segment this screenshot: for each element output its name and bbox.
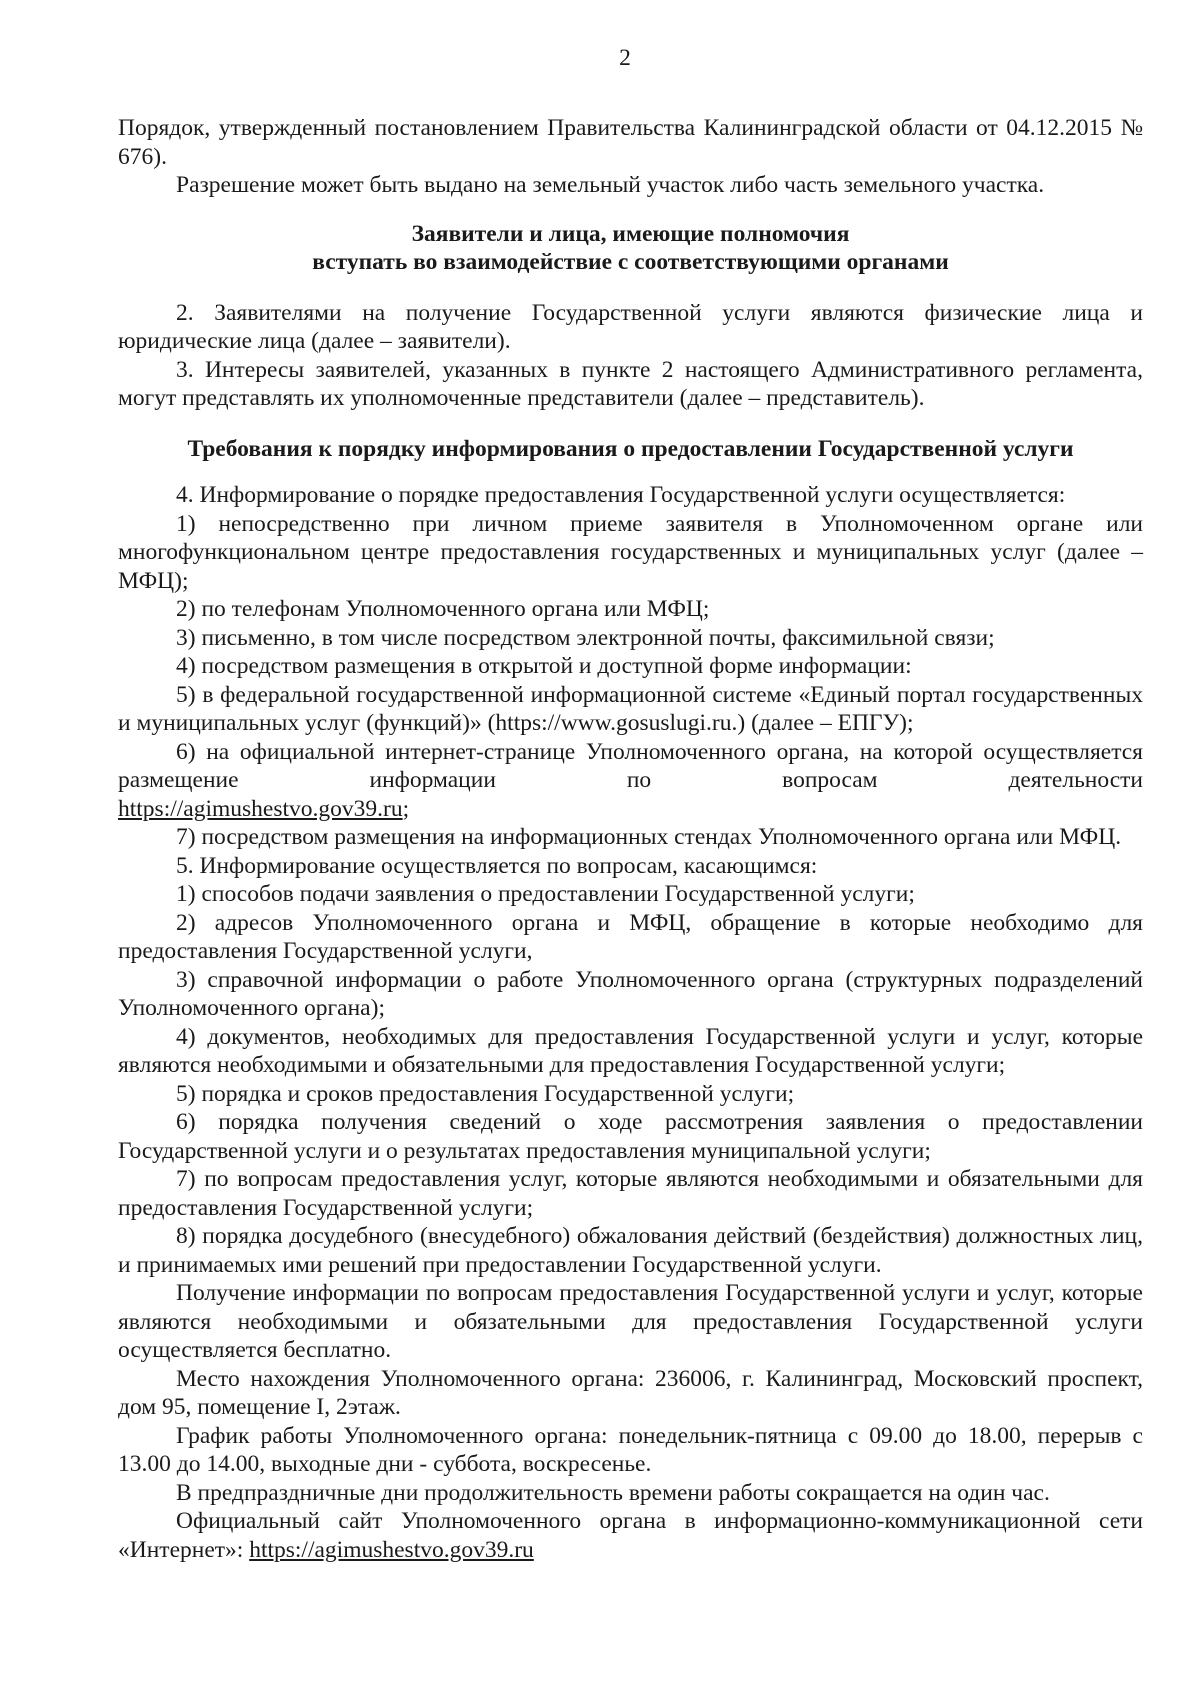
paragraph: Место нахождения Уполномоченного органа: 236006, г. Калининград, Московский проспект, дом 95, помещение I, 2этаж.: [118, 1365, 1143, 1420]
paragraph: График работы Уполномоченного органа: понедельник-пятница с 09.00 до 18.00, перерыв с 13.00 до 14.00, выходные дни - суббота, воскресенье.: [118, 1422, 1143, 1477]
paragraph: 3. Интересы заявителей, указанных в пункте 2 настоящего Административного регламента, могут представлять их уполномоченные представители (далее – представитель).: [118, 356, 1143, 411]
section-heading-informing: Требования к порядку информирования о предоставлении Государственной услуги: [187, 435, 1074, 462]
paragraph: 8) порядка досудебного (внесудебного) обжалования действий (бездействия) должностных лиц, и принимаемых ими решений при предоставлении Государственной услуги.: [118, 1223, 1143, 1278]
paragraph: 6) порядка получения сведений о ходе рассмотрения заявления о предоставлении Государственной услуги и о результатах предоставления муниципальной услуги;: [118, 1109, 1143, 1164]
paragraph: Получение информации по вопросам предоставления Государственной услуги и услуг, которые являются необходимыми и обязательными для предоставления Государственной услуги осуществляется бесплатно.: [118, 1280, 1143, 1363]
site-text: Официальный сайт Уполномоченного органа в информационно-коммуникационной сети «Интернет»:: [118, 1508, 1143, 1563]
paragraph: 3) письменно, в том числе посредством электронной почты, факсимильной связи;: [176, 624, 995, 651]
section-heading-applicants: [118, 220, 1143, 277]
paragraph: 5) в федеральной государственной информационной системе «Единый портал государственных и муниципальных услуг (функций)» (https://www.gosuslugi.ru.) (далее – ЕПГУ);: [118, 681, 1143, 736]
document-body: [118, 114, 1143, 1564]
paragraph: Порядок, утвержденный постановлением Правительства Калининградской области от 04.12.2015 № 676).: [118, 115, 1143, 170]
paragraph: 2. Заявителями на получение Государственной услуги являются физические лица и юридические лица (далее – заявители).: [118, 299, 1143, 354]
paragraph: 5) порядка и сроков предоставления Государственной услуги;: [176, 1080, 795, 1107]
paragraph: 2) по телефонам Уполномоченного органа или МФЦ;: [176, 596, 710, 622]
heading-line: Заявители и лица, имеющие полномочия: [411, 220, 850, 247]
paragraph: 7) по вопросам предоставления услуг, которые являются необходимыми и обязательными для предоставления Государственной услуги;: [118, 1166, 1143, 1221]
paragraph: 3) справочной информации о работе Уполномоченного органа (структурных подразделений Уполномоченного органа);: [118, 966, 1143, 1021]
paragraph: 4. Информирование о порядке предоставления Государственной услуги осуществляется:: [176, 482, 1066, 508]
paragraph: 4) посредством размещения в открытой и доступной форме информации:: [176, 653, 912, 679]
page-number: 2: [619, 45, 631, 71]
website-link[interactable]: https://agimushestvo.gov39.ru: [118, 795, 403, 822]
link-suffix: ;: [402, 795, 410, 822]
paragraph: 1) непосредственно при личном приеме заявителя в Уполномоченном органе или многофункциональном центре предоставления государственных и муниципальных услуг (далее – МФЦ);: [118, 510, 1143, 594]
paragraph-item6-link-line: [118, 795, 1143, 824]
paragraph: 1) способов подачи заявления о предоставлении Государственной услуги;: [176, 881, 915, 907]
paragraph-item6: 6) на официальной интернет-странице Уполномоченного органа, на которой осуществляется размещение информации по вопросам деятельности: [118, 738, 1143, 793]
official-site-link[interactable]: https://agimushestvo.gov39.ru: [249, 1536, 534, 1563]
paragraph-official-site: [118, 1507, 1143, 1564]
heading-line: вступать во взаимодействие с соответствующими органами: [312, 249, 949, 275]
paragraph: Разрешение может быть выдано на земельный участок либо часть земельного участка.: [176, 172, 1045, 198]
paragraph: 7) посредством размещения на информационных стендах Уполномоченного органа или МФЦ.: [176, 824, 1122, 850]
paragraph: 4) документов, необходимых для предоставления Государственной услуги и услуг, которые являются необходимыми и обязательными для предоставления Государственной услуги;: [118, 1023, 1143, 1078]
paragraph: В предпраздничные дни продолжительность времени работы сокращается на один час.: [176, 1479, 1050, 1506]
paragraph: 5. Информирование осуществляется по вопросам, касающимся:: [176, 852, 818, 879]
paragraph: 2) адресов Уполномоченного органа и МФЦ, обращение в которые необходимо для предоставления Государственной услуги,: [118, 909, 1143, 964]
